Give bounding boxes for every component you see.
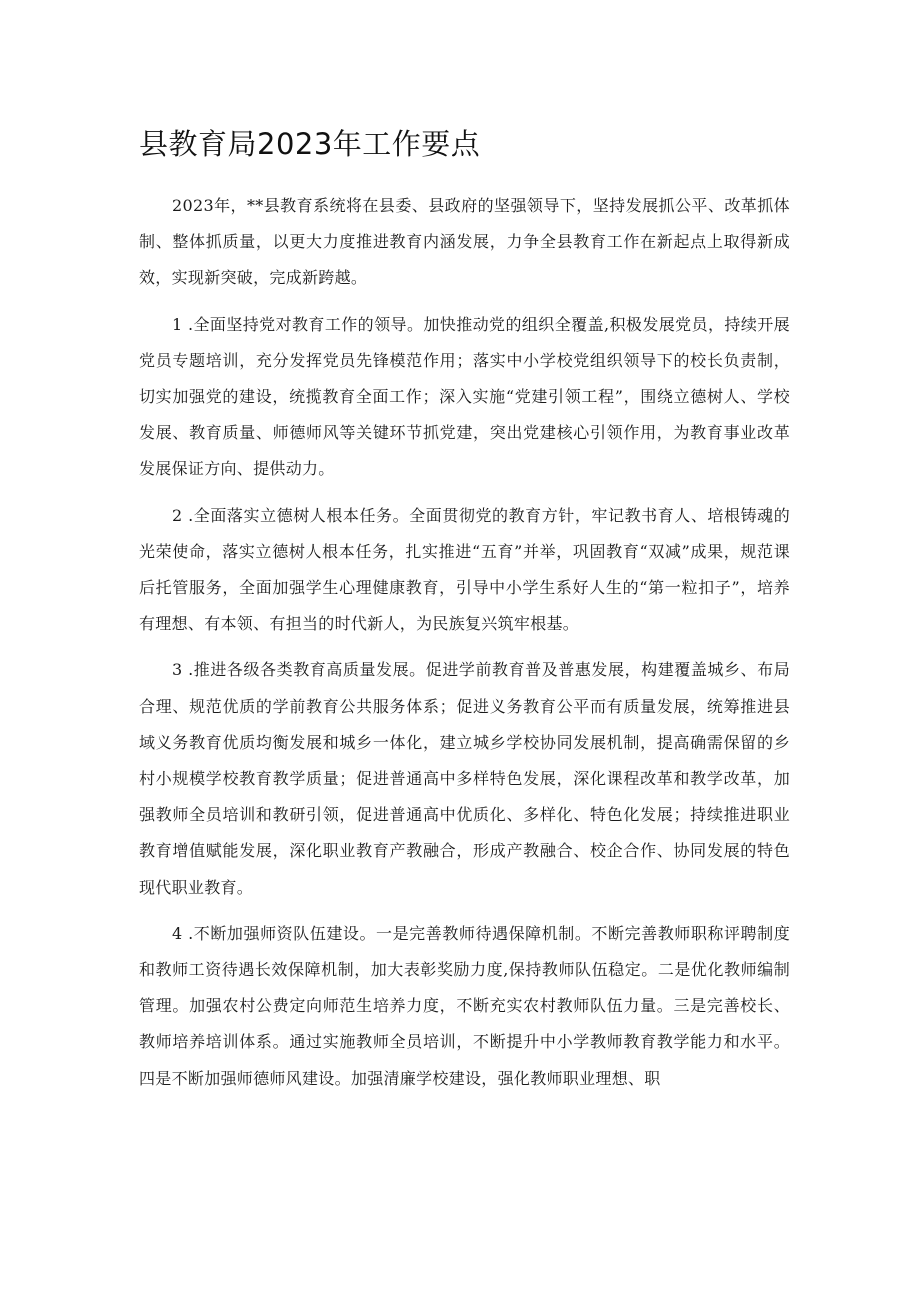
section-4-paragraph: 4 .不断加强师资队伍建设。一是完善教师待遇保障机制。不断完善教师职称评聘制度和教师工资待遇长效保障机制，加大表彰奖励力度,保持教师队伍稳定。二是优化教师编制管理。加强农村公费定向师范生培养力度，不断充实农村教师队伍力量。三是完善校长、教师培养培训体系。通过实施教师全员培训，不断提升中小学教师教育教学能力和水平。四是不断加强师德师风建设。加强清廉学校建设，强化教师职业理想、职 [139,923,790,1088]
document-title: 县教育局2023年工作要点 [139,127,481,161]
section-1-paragraph: 1 .全面坚持党对教育工作的领导。加快推动党的组织全覆盖,积极发展党员，持续开展党员专题培训，充分发挥党员先锋模范作用；落实中小学校党组织领导下的校长负责制，切实加强党的建设，统揽教育全面工作；深入实施“党建引领工程”，围绕立德树人、学校发展、教育质量、师德师风等关键环节抓党建，突出党建核心引领作用，为教育事业改革发展保证方向、提供动力。 [139,314,790,479]
section-2-paragraph: 2 .全面落实立德树人根本任务。全面贯彻党的教育方针，牢记教书育人、培根铸魂的光荣使命，落实立德树人根本任务，扎实推进“五育”并举，巩固教育“双减”成果，规范课后托管服务，全面加强学生心理健康教育，引导中小学生系好人生的“第一粒扣子”，培养有理想、有本领、有担当的时代新人，为民族复兴筑牢根基。 [139,505,790,634]
document-body [139,188,790,1107]
section-3-paragraph: 3 .推进各级各类教育高质量发展。促进学前教育普及普惠发展，构建覆盖城乡、布局合理、规范优质的学前教育公共服务体系；促进义务教育公平而有质量发展，统筹推进县域义务教育优质均衡发展和城乡一体化，建立城乡学校协同发展机制，提高确需保留的乡村小规模学校教育教学质量；促进普通高中多样特色发展，深化课程改革和教学改革，加强教师全员培训和教研引领，促进普通高中优质化、多样化、特色化发展；持续推进职业教育增值赋能发展，深化职业教育产教融合，形成产教融合、校企合作、协同发展的特色现代职业教育。 [139,660,790,897]
intro-paragraph: 2023年，**县教育系统将在县委、县政府的坚强领导下，坚持发展抓公平、改革抓体制、整体抓质量，以更大力度推进教育内涵发展，力争全县教育工作在新起点上取得新成效，实现新突破，完成新跨越。 [139,196,790,288]
